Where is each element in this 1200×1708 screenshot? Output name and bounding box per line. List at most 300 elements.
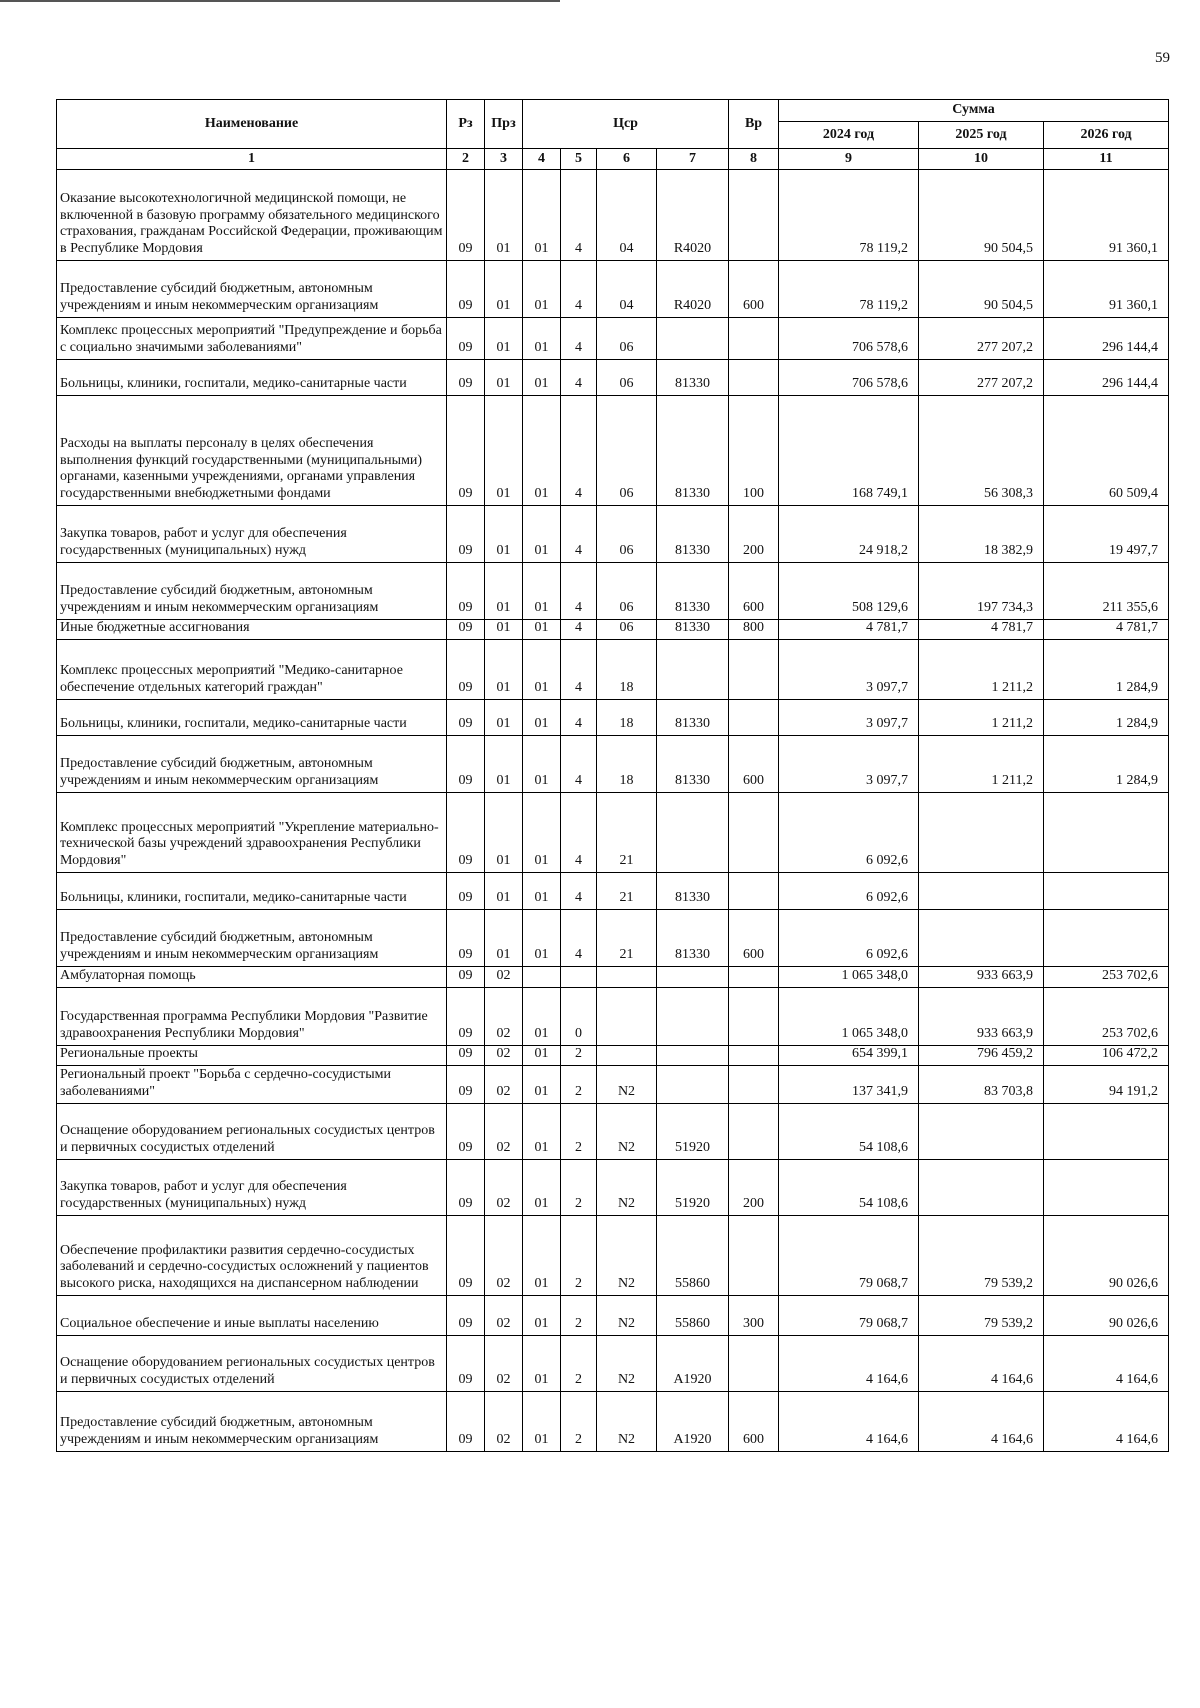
row-vr <box>729 1066 779 1104</box>
row-sum-2026 <box>1044 1104 1169 1160</box>
table-row <box>57 1066 1169 1104</box>
row-sum-2025: 90 504,5 <box>919 170 1044 261</box>
row-csr-7: 81330 <box>657 736 729 793</box>
row-sum-2024: 54 108,6 <box>779 1104 919 1160</box>
column-number: 2 <box>447 149 485 170</box>
row-name: Амбулаторная помощь <box>57 967 447 988</box>
row-csr-6: 04 <box>597 170 657 261</box>
row-vr: 800 <box>729 620 779 640</box>
column-number: 4 <box>523 149 561 170</box>
row-rz: 09 <box>447 1296 485 1336</box>
row-sum-2026: 4 781,7 <box>1044 620 1169 640</box>
row-sum-2026: 91 360,1 <box>1044 261 1169 318</box>
row-sum-2024: 6 092,6 <box>779 910 919 967</box>
row-sum-2025: 796 459,2 <box>919 1046 1044 1066</box>
row-csr-5: 2 <box>561 1216 597 1296</box>
row-rz: 09 <box>447 1392 485 1452</box>
row-vr <box>729 988 779 1046</box>
row-rz: 09 <box>447 396 485 506</box>
row-sum-2026: 91 360,1 <box>1044 170 1169 261</box>
row-csr-6: 18 <box>597 700 657 736</box>
table-row <box>57 736 1169 793</box>
row-prz: 01 <box>485 700 523 736</box>
row-prz: 02 <box>485 967 523 988</box>
column-number: 9 <box>779 149 919 170</box>
row-sum-2024: 1 065 348,0 <box>779 967 919 988</box>
header-prz: Прз <box>485 100 523 149</box>
row-vr <box>729 318 779 360</box>
table-row <box>57 910 1169 967</box>
header-rz: Рз <box>447 100 485 149</box>
row-vr <box>729 640 779 700</box>
row-sum-2025: 1 211,2 <box>919 736 1044 793</box>
row-csr-6: N2 <box>597 1160 657 1216</box>
row-sum-2025: 4 164,6 <box>919 1336 1044 1392</box>
row-csr-6: 04 <box>597 261 657 318</box>
row-prz: 01 <box>485 360 523 396</box>
row-vr <box>729 360 779 396</box>
row-rz: 09 <box>447 793 485 873</box>
row-csr-4: 01 <box>523 170 561 261</box>
row-prz: 02 <box>485 1066 523 1104</box>
row-csr-4: 01 <box>523 261 561 318</box>
row-sum-2026: 211 355,6 <box>1044 563 1169 620</box>
row-csr-5: 2 <box>561 1046 597 1066</box>
row-sum-2026 <box>1044 910 1169 967</box>
row-csr-7 <box>657 967 729 988</box>
row-sum-2026: 106 472,2 <box>1044 1046 1169 1066</box>
row-csr-6: 18 <box>597 640 657 700</box>
table-row <box>57 640 1169 700</box>
row-prz: 01 <box>485 506 523 563</box>
row-sum-2025: 56 308,3 <box>919 396 1044 506</box>
row-prz: 02 <box>485 1104 523 1160</box>
row-sum-2024: 3 097,7 <box>779 640 919 700</box>
row-csr-4: 01 <box>523 873 561 910</box>
row-sum-2026: 19 497,7 <box>1044 506 1169 563</box>
row-sum-2024: 1 065 348,0 <box>779 988 919 1046</box>
row-sum-2025: 18 382,9 <box>919 506 1044 563</box>
row-csr-4: 01 <box>523 736 561 793</box>
row-sum-2025: 933 663,9 <box>919 967 1044 988</box>
row-csr-6: 21 <box>597 910 657 967</box>
row-csr-7 <box>657 640 729 700</box>
header-year-2024: 2024 год <box>779 122 919 149</box>
row-csr-6: N2 <box>597 1066 657 1104</box>
row-sum-2026: 1 284,9 <box>1044 736 1169 793</box>
row-sum-2024: 168 749,1 <box>779 396 919 506</box>
row-csr-7: 81330 <box>657 910 729 967</box>
row-prz: 01 <box>485 640 523 700</box>
row-csr-4: 01 <box>523 360 561 396</box>
table-row <box>57 1336 1169 1392</box>
row-sum-2025: 4 781,7 <box>919 620 1044 640</box>
row-sum-2026 <box>1044 1160 1169 1216</box>
table-row <box>57 396 1169 506</box>
row-csr-5: 4 <box>561 873 597 910</box>
row-prz: 01 <box>485 620 523 640</box>
row-csr-6: N2 <box>597 1336 657 1392</box>
row-csr-4: 01 <box>523 793 561 873</box>
row-csr-7: 81330 <box>657 360 729 396</box>
row-rz: 09 <box>447 506 485 563</box>
row-sum-2024: 24 918,2 <box>779 506 919 563</box>
row-name: Предоставление субсидий бюджетным, автономным учреждениям и иным некоммерческим организациям <box>57 261 447 318</box>
row-sum-2024: 706 578,6 <box>779 360 919 396</box>
row-sum-2024: 4 164,6 <box>779 1336 919 1392</box>
row-vr: 600 <box>729 736 779 793</box>
row-vr: 200 <box>729 506 779 563</box>
row-name: Региональный проект "Борьба с сердечно-сосудистыми заболеваниями" <box>57 1066 447 1104</box>
row-csr-5: 4 <box>561 360 597 396</box>
table-row <box>57 506 1169 563</box>
row-csr-6: 06 <box>597 506 657 563</box>
row-sum-2024: 3 097,7 <box>779 736 919 793</box>
row-sum-2024: 79 068,7 <box>779 1216 919 1296</box>
row-prz: 01 <box>485 396 523 506</box>
row-vr <box>729 1336 779 1392</box>
row-name: Региональные проекты <box>57 1046 447 1066</box>
row-csr-4: 01 <box>523 1066 561 1104</box>
row-csr-4: 01 <box>523 1392 561 1452</box>
row-name: Обеспечение профилактики развития сердечно-сосудистых заболеваний и сердечно-сосудистых осложнений у пациентов высокого риска, находящихся на диспансерном наблюдении <box>57 1216 447 1296</box>
scan-top-rule <box>0 0 560 2</box>
table-row <box>57 1046 1169 1066</box>
row-csr-7: 81330 <box>657 700 729 736</box>
table-row <box>57 1160 1169 1216</box>
row-vr <box>729 873 779 910</box>
row-rz: 09 <box>447 1104 485 1160</box>
table-header <box>57 100 1169 170</box>
row-name: Комплекс процессных мероприятий "Укрепление материально-технической базы учреждений здравоохранения Республики Мордовия" <box>57 793 447 873</box>
row-csr-6: N2 <box>597 1104 657 1160</box>
row-csr-5: 2 <box>561 1296 597 1336</box>
row-csr-7: 55860 <box>657 1296 729 1336</box>
row-name: Комплекс процессных мероприятий "Медико-санитарное обеспечение отдельных категорий граждан" <box>57 640 447 700</box>
row-vr <box>729 1104 779 1160</box>
row-sum-2025 <box>919 910 1044 967</box>
row-sum-2026: 4 164,6 <box>1044 1336 1169 1392</box>
row-sum-2025: 933 663,9 <box>919 988 1044 1046</box>
row-csr-7: 81330 <box>657 620 729 640</box>
row-vr <box>729 1216 779 1296</box>
table-row <box>57 1392 1169 1452</box>
row-csr-4: 01 <box>523 1216 561 1296</box>
row-csr-4 <box>523 967 561 988</box>
row-prz: 02 <box>485 1160 523 1216</box>
row-vr: 600 <box>729 910 779 967</box>
row-csr-7: 81330 <box>657 506 729 563</box>
row-csr-5 <box>561 967 597 988</box>
row-sum-2024: 78 119,2 <box>779 170 919 261</box>
row-prz: 02 <box>485 1336 523 1392</box>
row-csr-6: N2 <box>597 1392 657 1452</box>
row-vr: 200 <box>729 1160 779 1216</box>
table-row <box>57 261 1169 318</box>
row-sum-2026: 1 284,9 <box>1044 700 1169 736</box>
row-rz: 09 <box>447 873 485 910</box>
table-row <box>57 988 1169 1046</box>
row-csr-4: 01 <box>523 1296 561 1336</box>
row-name: Предоставление субсидий бюджетным, автономным учреждениям и иным некоммерческим организациям <box>57 1392 447 1452</box>
table-row <box>57 360 1169 396</box>
row-rz: 09 <box>447 1216 485 1296</box>
row-sum-2025: 83 703,8 <box>919 1066 1044 1104</box>
row-csr-4: 01 <box>523 318 561 360</box>
row-csr-5: 2 <box>561 1104 597 1160</box>
row-sum-2026 <box>1044 793 1169 873</box>
row-sum-2026: 60 509,4 <box>1044 396 1169 506</box>
row-prz: 01 <box>485 873 523 910</box>
row-rz: 09 <box>447 1066 485 1104</box>
row-sum-2025: 79 539,2 <box>919 1296 1044 1336</box>
row-prz: 02 <box>485 1046 523 1066</box>
row-csr-5: 4 <box>561 640 597 700</box>
row-sum-2025: 90 504,5 <box>919 261 1044 318</box>
row-csr-6: 06 <box>597 396 657 506</box>
budget-table <box>56 99 1169 1452</box>
row-csr-4: 01 <box>523 506 561 563</box>
row-sum-2025: 277 207,2 <box>919 318 1044 360</box>
row-csr-5: 4 <box>561 736 597 793</box>
row-name: Социальное обеспечение и иные выплаты населению <box>57 1296 447 1336</box>
row-name: Закупка товаров, работ и услуг для обеспечения государственных (муниципальных) нужд <box>57 506 447 563</box>
header-year-2025: 2025 год <box>919 122 1044 149</box>
row-sum-2026: 296 144,4 <box>1044 360 1169 396</box>
row-csr-7 <box>657 988 729 1046</box>
row-csr-7: 55860 <box>657 1216 729 1296</box>
row-name: Расходы на выплаты персоналу в целях обеспечения выполнения функций государственными (муниципальными) органами, казенными учреждениями, органами управления государственными внебюджетными фондами <box>57 396 447 506</box>
row-csr-7: R4020 <box>657 261 729 318</box>
row-sum-2025: 1 211,2 <box>919 640 1044 700</box>
row-rz: 09 <box>447 1336 485 1392</box>
row-name: Больницы, клиники, госпитали, медико-санитарные части <box>57 700 447 736</box>
row-csr-7: 81330 <box>657 873 729 910</box>
row-csr-6: 06 <box>597 620 657 640</box>
table-row <box>57 1216 1169 1296</box>
row-csr-6: N2 <box>597 1296 657 1336</box>
row-name: Предоставление субсидий бюджетным, автономным учреждениям и иным некоммерческим организациям <box>57 563 447 620</box>
row-sum-2026: 94 191,2 <box>1044 1066 1169 1104</box>
table-body <box>57 170 1169 1452</box>
row-sum-2026 <box>1044 873 1169 910</box>
row-csr-5: 2 <box>561 1392 597 1452</box>
row-name: Предоставление субсидий бюджетным, автономным учреждениям и иным некоммерческим организациям <box>57 910 447 967</box>
row-name: Оснащение оборудованием региональных сосудистых центров и первичных сосудистых отделений <box>57 1104 447 1160</box>
row-csr-5: 2 <box>561 1160 597 1216</box>
row-csr-4: 01 <box>523 700 561 736</box>
row-name: Предоставление субсидий бюджетным, автономным учреждениям и иным некоммерческим организациям <box>57 736 447 793</box>
row-csr-5: 4 <box>561 700 597 736</box>
header-csr: Цср <box>523 100 729 149</box>
row-sum-2025: 1 211,2 <box>919 700 1044 736</box>
row-rz: 09 <box>447 620 485 640</box>
row-prz: 01 <box>485 736 523 793</box>
row-name: Иные бюджетные ассигнования <box>57 620 447 640</box>
row-prz: 01 <box>485 910 523 967</box>
table-row <box>57 620 1169 640</box>
column-number: 1 <box>57 149 447 170</box>
row-csr-4: 01 <box>523 988 561 1046</box>
header-vr: Вр <box>729 100 779 149</box>
row-rz: 09 <box>447 360 485 396</box>
row-prz: 01 <box>485 563 523 620</box>
row-csr-5: 2 <box>561 1066 597 1104</box>
row-csr-7 <box>657 318 729 360</box>
column-number: 10 <box>919 149 1044 170</box>
column-number: 11 <box>1044 149 1169 170</box>
row-rz: 09 <box>447 318 485 360</box>
row-csr-4: 01 <box>523 640 561 700</box>
row-sum-2026: 4 164,6 <box>1044 1392 1169 1452</box>
row-sum-2024: 4 781,7 <box>779 620 919 640</box>
row-rz: 09 <box>447 988 485 1046</box>
row-csr-5: 4 <box>561 261 597 318</box>
row-vr <box>729 793 779 873</box>
row-rz: 09 <box>447 910 485 967</box>
row-vr <box>729 170 779 261</box>
row-csr-7: 51920 <box>657 1104 729 1160</box>
row-rz: 09 <box>447 736 485 793</box>
row-sum-2024: 78 119,2 <box>779 261 919 318</box>
row-rz: 09 <box>447 700 485 736</box>
row-csr-7 <box>657 1066 729 1104</box>
row-vr: 600 <box>729 261 779 318</box>
row-sum-2024: 54 108,6 <box>779 1160 919 1216</box>
row-sum-2025 <box>919 1160 1044 1216</box>
row-csr-6 <box>597 988 657 1046</box>
row-vr <box>729 1046 779 1066</box>
row-sum-2024: 706 578,6 <box>779 318 919 360</box>
row-sum-2025 <box>919 793 1044 873</box>
row-sum-2025: 4 164,6 <box>919 1392 1044 1452</box>
row-csr-4: 01 <box>523 563 561 620</box>
row-sum-2025: 277 207,2 <box>919 360 1044 396</box>
row-csr-4: 01 <box>523 1160 561 1216</box>
row-csr-6: 18 <box>597 736 657 793</box>
table-row <box>57 700 1169 736</box>
row-name: Оказание высокотехнологичной медицинской помощи, не включенной в базовую программу обязательного медицинского страхования, гражданам Российской Федерации, проживающим в Республике Мордовия <box>57 170 447 261</box>
table-row <box>57 1104 1169 1160</box>
row-csr-6: 21 <box>597 793 657 873</box>
table-row <box>57 170 1169 261</box>
row-vr: 100 <box>729 396 779 506</box>
row-name: Оснащение оборудованием региональных сосудистых центров и первичных сосудистых отделений <box>57 1336 447 1392</box>
table-row <box>57 1296 1169 1336</box>
row-name: Больницы, клиники, госпитали, медико-санитарные части <box>57 873 447 910</box>
row-prz: 01 <box>485 170 523 261</box>
row-prz: 02 <box>485 1296 523 1336</box>
row-csr-4: 01 <box>523 1046 561 1066</box>
row-sum-2025: 197 734,3 <box>919 563 1044 620</box>
table-row <box>57 318 1169 360</box>
header-sum: Сумма <box>779 100 1169 122</box>
row-csr-5: 4 <box>561 563 597 620</box>
row-csr-7: 81330 <box>657 396 729 506</box>
row-sum-2024: 137 341,9 <box>779 1066 919 1104</box>
row-sum-2024: 654 399,1 <box>779 1046 919 1066</box>
row-csr-6: 06 <box>597 318 657 360</box>
row-csr-4: 01 <box>523 910 561 967</box>
row-sum-2024: 4 164,6 <box>779 1392 919 1452</box>
row-csr-5: 2 <box>561 1336 597 1392</box>
row-vr: 300 <box>729 1296 779 1336</box>
row-csr-4: 01 <box>523 396 561 506</box>
row-rz: 09 <box>447 1160 485 1216</box>
row-rz: 09 <box>447 640 485 700</box>
row-rz: 09 <box>447 967 485 988</box>
row-csr-5: 4 <box>561 910 597 967</box>
row-sum-2026: 296 144,4 <box>1044 318 1169 360</box>
table-row <box>57 563 1169 620</box>
row-vr <box>729 967 779 988</box>
row-sum-2026: 1 284,9 <box>1044 640 1169 700</box>
row-sum-2024: 6 092,6 <box>779 793 919 873</box>
row-name: Больницы, клиники, госпитали, медико-санитарные части <box>57 360 447 396</box>
column-number: 6 <box>597 149 657 170</box>
header-name: Наименование <box>57 100 447 149</box>
row-prz: 02 <box>485 988 523 1046</box>
row-csr-7: 51920 <box>657 1160 729 1216</box>
row-name: Закупка товаров, работ и услуг для обеспечения государственных (муниципальных) нужд <box>57 1160 447 1216</box>
column-number: 8 <box>729 149 779 170</box>
row-name: Государственная программа Республики Мордовия "Развитие здравоохранения Республики Мордовия" <box>57 988 447 1046</box>
row-prz: 02 <box>485 1392 523 1452</box>
row-rz: 09 <box>447 170 485 261</box>
row-sum-2025: 79 539,2 <box>919 1216 1044 1296</box>
table-row <box>57 967 1169 988</box>
row-csr-5: 4 <box>561 793 597 873</box>
row-csr-7 <box>657 1046 729 1066</box>
column-number-row <box>57 149 1169 170</box>
row-csr-6: 21 <box>597 873 657 910</box>
row-csr-7: A1920 <box>657 1392 729 1452</box>
row-name: Комплекс процессных мероприятий "Предупреждение и борьба с социально значимыми заболеваниями" <box>57 318 447 360</box>
row-csr-6 <box>597 967 657 988</box>
row-csr-6: 06 <box>597 563 657 620</box>
row-rz: 09 <box>447 1046 485 1066</box>
row-prz: 02 <box>485 1216 523 1296</box>
row-vr <box>729 700 779 736</box>
page-number: 59 <box>1155 50 1170 66</box>
row-csr-5: 4 <box>561 506 597 563</box>
row-csr-5: 4 <box>561 318 597 360</box>
column-number: 5 <box>561 149 597 170</box>
row-vr: 600 <box>729 1392 779 1452</box>
row-csr-7: 81330 <box>657 563 729 620</box>
row-rz: 09 <box>447 261 485 318</box>
row-csr-7: A1920 <box>657 1336 729 1392</box>
row-prz: 01 <box>485 793 523 873</box>
row-rz: 09 <box>447 563 485 620</box>
row-sum-2025 <box>919 873 1044 910</box>
row-sum-2024: 3 097,7 <box>779 700 919 736</box>
row-sum-2025 <box>919 1104 1044 1160</box>
row-csr-5: 4 <box>561 620 597 640</box>
row-vr: 600 <box>729 563 779 620</box>
row-csr-7 <box>657 793 729 873</box>
row-csr-5: 0 <box>561 988 597 1046</box>
row-csr-4: 01 <box>523 620 561 640</box>
column-number: 7 <box>657 149 729 170</box>
column-number: 3 <box>485 149 523 170</box>
row-prz: 01 <box>485 318 523 360</box>
table-row <box>57 873 1169 910</box>
header-year-2026: 2026 год <box>1044 122 1169 149</box>
table-row <box>57 793 1169 873</box>
row-csr-4: 01 <box>523 1336 561 1392</box>
row-sum-2026: 90 026,6 <box>1044 1216 1169 1296</box>
